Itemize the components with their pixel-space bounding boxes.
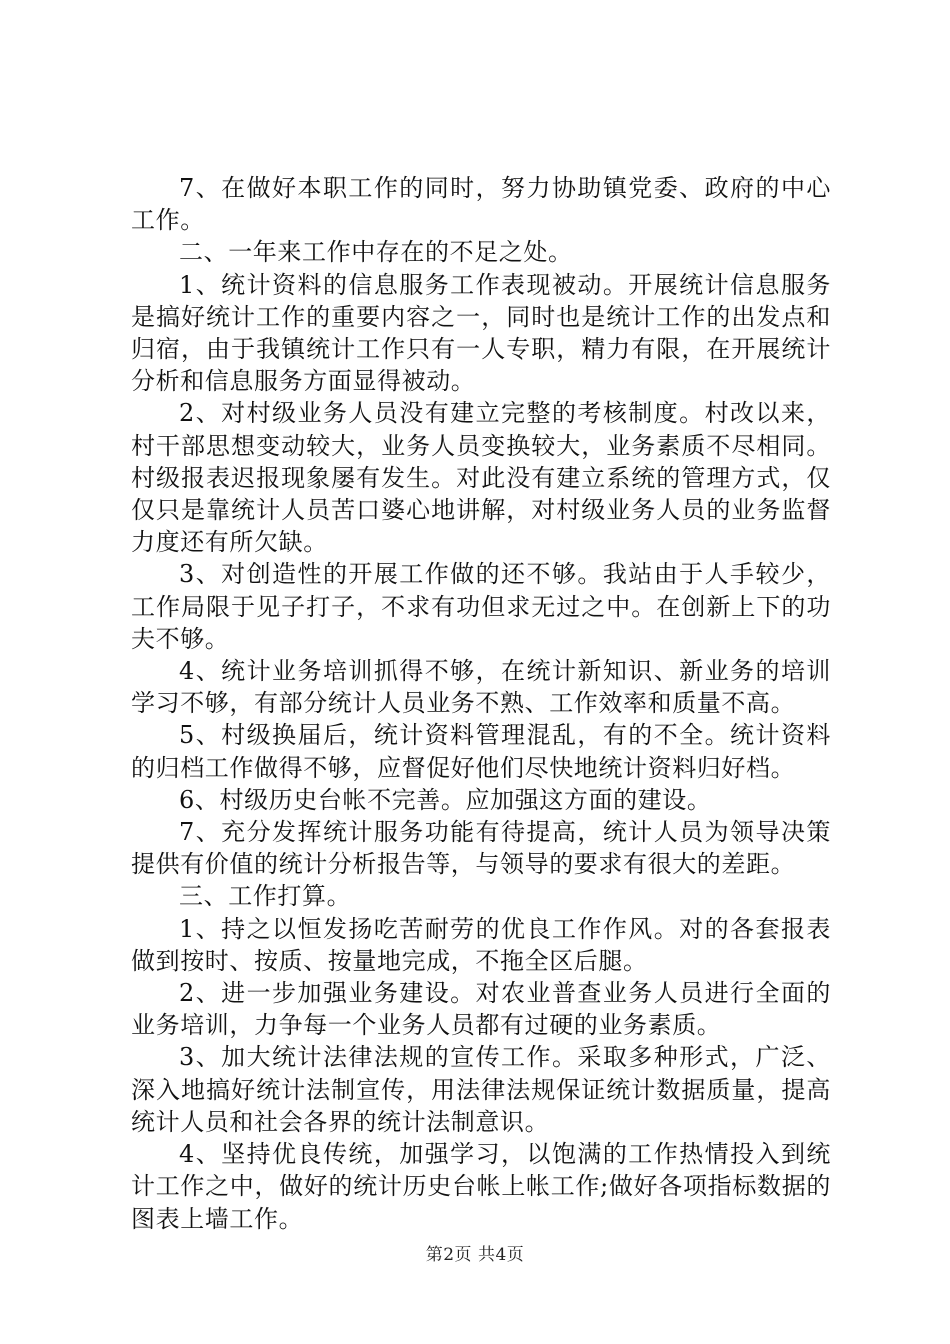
section-heading-3: 三、工作打算。 xyxy=(179,882,352,911)
paragraph-13: 3、加大统计法律法规的宣传工作。采取多种形式，广泛、深入地搞好统计法制宣传，用法律法规保证统计数据质量，提高统计人员和社会各界的统计法制意识。 xyxy=(131,1043,831,1136)
paragraph-9: 7、充分发挥统计服务功能有待提高，统计人员为领导决策提供有价值的统计分析报告等，与领导的要求有很大的差距。 xyxy=(131,818,831,879)
document-body xyxy=(131,172,831,1235)
section-heading-2: 二、一年来工作中存在的不足之处。 xyxy=(179,238,573,267)
paragraph-5: 3、对创造性的开展工作做的还不够。我站由于人手较少，工作局限于见子打子，不求有功但求无过之中。在创新上下的功夫不够。 xyxy=(131,560,831,653)
paragraph-14: 4、坚持优良传统，加强学习，以饱满的工作热情投入到统计工作之中，做好的统计历史台帐上帐工作;做好各项指标数据的图表上墙工作。 xyxy=(131,1140,831,1233)
paragraph-3: 1、统计资料的信息服务工作表现被动。开展统计信息服务是搞好统计工作的重要内容之一，同时也是统计工作的出发点和归宿，由于我镇统计工作只有一人专职，精力有限，在开展统计分析和信息服务方面显得被动。 xyxy=(131,270,831,396)
page-number-footer: 第2页 共4页 xyxy=(425,1245,525,1265)
paragraph-12: 2、进一步加强业务建设。对农业普查业务人员进行全面的业务培训，力争每一个业务人员都有过硬的业务素质。 xyxy=(131,979,831,1040)
paragraph-6: 4、统计业务培训抓得不够，在统计新知识、新业务的培训学习不够，有部分统计人员业务不熟、工作效率和质量不高。 xyxy=(131,657,831,718)
paragraph-7: 5、村级换届后，统计资料管理混乱，有的不全。统计资料的归档工作做得不够，应督促好他们尽快地统计资料归好档。 xyxy=(131,721,831,782)
paragraph-8: 6、村级历史台帐不完善。应加强这方面的建设。 xyxy=(179,785,712,814)
paragraph-4: 2、对村级业务人员没有建立完整的考核制度。村改以来，村干部思想变动较大，业务人员变换较大，业务素质不尽相同。村级报表迟报现象屡有发生。对此没有建立系统的管理方式，仅仅只是靠统计人员苦口婆心地讲解，对村级业务人员的业务监督力度还有所欠缺。 xyxy=(131,399,831,557)
paragraph-11: 1、持之以恒发扬吃苦耐劳的优良工作作风。对的各套报表做到按时、按质、按量地完成，不拖全区后腿。 xyxy=(131,914,831,975)
paragraph-1: 7、在做好本职工作的同时，努力协助镇党委、政府的中心工作。 xyxy=(131,174,831,235)
